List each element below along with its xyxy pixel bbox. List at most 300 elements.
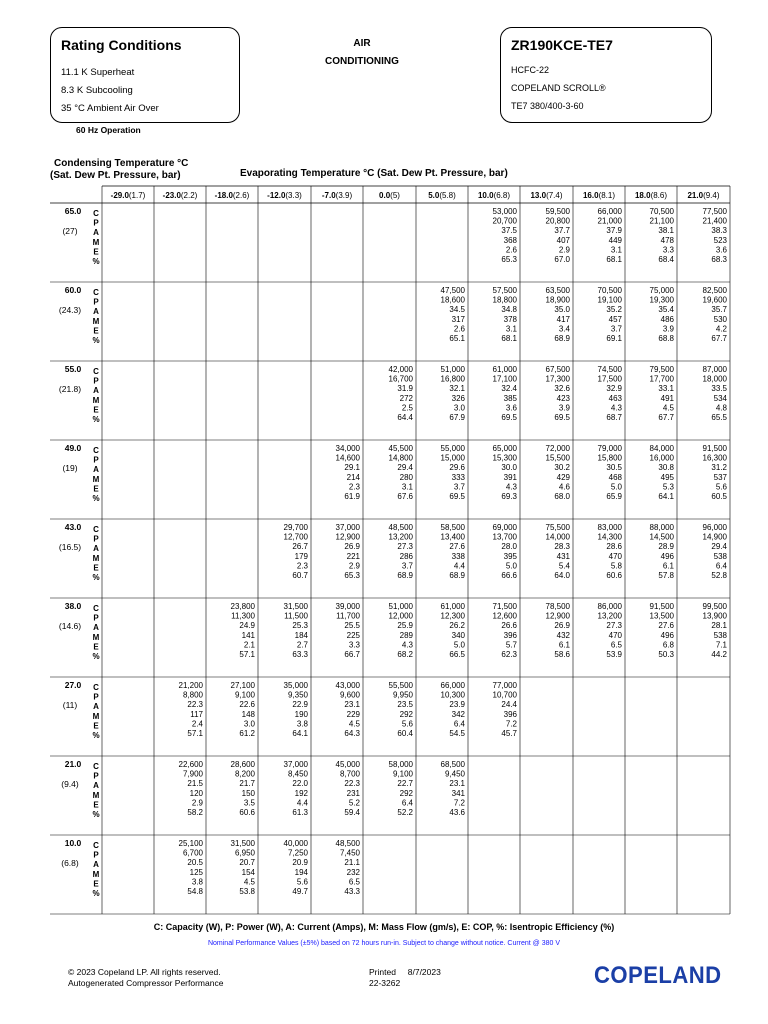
table-cell-value: 4.8 <box>715 403 727 413</box>
table-cell-value: 495 <box>660 472 674 482</box>
metric-letter: A <box>93 623 99 633</box>
metric-letter: % <box>92 573 100 582</box>
table-cell-value: 70,500 <box>649 207 674 216</box>
table-cell-value: 3.1 <box>505 324 517 334</box>
table-cell-value: 19,600 <box>702 295 727 305</box>
table-cell-value: 50.3 <box>658 650 674 659</box>
table-cell-value: 3.3 <box>662 245 674 255</box>
table-cell-value: 68.9 <box>449 571 465 580</box>
table-cell-value: 341 <box>451 788 465 798</box>
table-cell-value: 18,600 <box>440 295 465 305</box>
table-cell-value: 2.9 <box>348 561 360 571</box>
table-cell-value: 87,000 <box>702 365 727 374</box>
copyright-text: © 2023 Copeland LP. All rights reserved. <box>68 967 221 977</box>
table-cell-value: 378 <box>503 314 517 324</box>
table-cell-value: 13,500 <box>649 611 674 621</box>
table-cell-value: 13,200 <box>597 611 622 621</box>
table-cell-value: 68.1 <box>606 255 622 264</box>
condensing-temp-label: 60.0 <box>64 285 82 295</box>
table-cell-value: 37,000 <box>335 523 360 532</box>
table-cell-value: 429 <box>556 472 570 482</box>
table-cell-value: 3.7 <box>610 324 622 334</box>
table-cell-value: 417 <box>556 314 570 324</box>
table-cell-value: 5.7 <box>505 640 517 650</box>
table-cell-value: 463 <box>608 393 622 403</box>
table-cell-value: 35.2 <box>606 305 622 315</box>
table-cell-value: 21.5 <box>187 779 203 789</box>
metric-letter: P <box>93 455 99 465</box>
metric-letter: C <box>93 288 99 297</box>
table-cell-value: 68.1 <box>501 334 517 343</box>
table-cell-value: 79,500 <box>649 365 674 374</box>
table-cell-value: 66,000 <box>597 207 622 216</box>
table-cell-value: 229 <box>346 709 360 719</box>
application-title-line1: AIR <box>353 38 371 49</box>
table-cell-value: 13,400 <box>440 532 465 542</box>
table-cell-value: 35.0 <box>554 305 570 315</box>
table-cell-value: 470 <box>608 630 622 640</box>
table-cell-value: 67.7 <box>711 334 727 343</box>
table-cell-value: 6.4 <box>401 798 413 808</box>
metric-letter: P <box>93 376 99 386</box>
table-cell-value: 491 <box>660 393 674 403</box>
nominal-note: Nominal Performance Values (±5%) based on 72 hours run-in. Subject to change without notice. Current @ 380 V <box>207 940 561 947</box>
table-cell-value: 538 <box>713 630 727 640</box>
table-cell-value: 61.3 <box>292 808 308 817</box>
table-cell-value: 68.9 <box>554 334 570 343</box>
table-cell-value: 35,000 <box>283 681 308 690</box>
table-cell-value: 6.5 <box>610 640 622 650</box>
metric-letter: C <box>93 604 99 613</box>
table-cell-value: 432 <box>556 630 570 640</box>
table-cell-value: 91,500 <box>649 602 674 611</box>
table-cell-value: 20,700 <box>492 216 517 226</box>
application-title-line2: CONDITIONING <box>325 56 399 67</box>
metric-letter: P <box>93 850 99 860</box>
metric-letter: E <box>93 405 99 415</box>
table-cell-value: 58.2 <box>187 808 203 817</box>
table-cell-value: 9,100 <box>392 769 413 779</box>
evap-column-header: -18.0(2.6) <box>214 191 250 200</box>
table-cell-value: 3.1 <box>401 482 413 492</box>
metric-letter: A <box>93 228 99 238</box>
table-cell-value: 64.1 <box>292 729 308 738</box>
table-cell-value: 69.5 <box>501 413 517 422</box>
table-cell-value: 67.6 <box>397 492 413 501</box>
table-cell-value: 6.4 <box>715 561 727 571</box>
table-cell-value: 16,800 <box>440 374 465 384</box>
table-cell-value: 13,700 <box>492 532 517 542</box>
table-cell-value: 54.5 <box>449 729 465 738</box>
table-cell-value: 66.6 <box>501 571 517 580</box>
table-cell-value: 21,400 <box>702 216 727 226</box>
condensing-pressure-label: (11) <box>62 700 78 710</box>
table-cell-value: 23.1 <box>344 700 360 710</box>
condensing-pressure-label: (9.4) <box>61 779 79 789</box>
table-cell-value: 10,300 <box>440 690 465 700</box>
table-cell-value: 6.5 <box>348 877 360 887</box>
table-cell-value: 27.6 <box>658 621 674 631</box>
table-cell-value: 68.4 <box>658 255 674 264</box>
table-cell-value: 9,350 <box>287 690 308 700</box>
metric-letter: P <box>93 613 99 623</box>
table-cell-value: 3.8 <box>191 877 203 887</box>
table-cell-value: 225 <box>346 630 360 640</box>
condensing-temp-label: 38.0 <box>64 601 82 611</box>
table-cell-value: 2.9 <box>558 245 570 255</box>
table-cell-value: 42,000 <box>388 365 413 374</box>
metric-letter: M <box>92 869 100 879</box>
table-cell-value: 5.2 <box>348 798 360 808</box>
table-cell-value: 22.9 <box>292 700 308 710</box>
table-cell-value: 83,000 <box>597 523 622 532</box>
table-cell-value: 8,700 <box>339 769 360 779</box>
table-cell-value: 20,800 <box>545 216 570 226</box>
table-cell-value: 68.7 <box>606 413 622 422</box>
table-cell-value: 4.5 <box>243 877 255 887</box>
superheat-text: 11.1 K Superheat <box>61 67 135 78</box>
table-cell-value: 391 <box>503 472 517 482</box>
metric-letter: C <box>93 683 99 692</box>
table-cell-value: 67.7 <box>658 413 674 422</box>
table-cell-value: 7,450 <box>339 848 360 858</box>
table-cell-value: 14,900 <box>702 532 727 542</box>
table-cell-value: 8,800 <box>182 690 203 700</box>
table-cell-value: 3.1 <box>610 245 622 255</box>
table-cell-value: 60.5 <box>711 492 727 501</box>
table-cell-value: 15,800 <box>597 453 622 463</box>
metric-letter: A <box>93 860 99 870</box>
table-cell-value: 5.8 <box>610 561 622 571</box>
table-cell-value: 49.7 <box>292 887 308 896</box>
table-cell-value: 2.1 <box>243 640 255 650</box>
metric-letter: E <box>93 326 99 336</box>
table-cell-value: 141 <box>241 630 255 640</box>
evap-column-header: -7.0(3.9) <box>321 191 353 200</box>
evap-column-header: 16.0(8.1) <box>582 191 616 200</box>
table-cell-value: 338 <box>451 551 465 561</box>
table-cell-value: 45,000 <box>335 760 360 769</box>
table-cell-value: 29,700 <box>283 523 308 532</box>
table-cell-value: 53.9 <box>606 650 622 659</box>
table-cell-value: 29.6 <box>449 463 465 473</box>
table-cell-value: 47,500 <box>440 286 465 295</box>
table-cell-value: 37.9 <box>606 226 622 236</box>
table-cell-value: 15,500 <box>545 453 570 463</box>
metric-letter: A <box>93 781 99 791</box>
table-cell-value: 184 <box>294 630 308 640</box>
table-cell-value: 86,000 <box>597 602 622 611</box>
table-cell-value: 69.5 <box>554 413 570 422</box>
table-cell-value: 35.7 <box>711 305 727 315</box>
table-cell-value: 99,500 <box>702 602 727 611</box>
table-cell-value: 5.0 <box>610 482 622 492</box>
table-cell-value: 27.6 <box>449 542 465 552</box>
table-cell-value: 79,000 <box>597 444 622 453</box>
condensing-temp-label: 65.0 <box>64 206 82 216</box>
table-cell-value: 27.3 <box>606 621 622 631</box>
table-cell-value: 62.3 <box>501 650 517 659</box>
table-cell-value: 57.8 <box>658 571 674 580</box>
metric-letter: E <box>93 721 99 731</box>
metric-letter: P <box>93 297 99 307</box>
condensing-pressure-label: (6.8) <box>61 858 79 868</box>
table-cell-value: 148 <box>241 709 255 719</box>
ambient-text: 35 °C Ambient Air Over <box>61 103 159 114</box>
table-cell-value: 292 <box>399 709 413 719</box>
table-cell-value: 3.6 <box>505 403 517 413</box>
table-cell-value: 22.0 <box>292 779 308 789</box>
table-cell-value: 65,000 <box>492 444 517 453</box>
table-cell-value: 289 <box>399 630 413 640</box>
metric-letter: P <box>93 534 99 544</box>
evap-column-header: -12.0(3.3) <box>267 191 302 200</box>
table-cell-value: 66.5 <box>449 650 465 659</box>
table-cell-value: 5.6 <box>715 482 727 492</box>
table-cell-value: 2.5 <box>401 403 413 413</box>
table-cell-value: 457 <box>608 314 622 324</box>
table-cell-value: 292 <box>399 788 413 798</box>
evap-column-header: 21.0(9.4) <box>687 191 720 200</box>
table-cell-value: 72,000 <box>545 444 570 453</box>
table-cell-value: 537 <box>713 472 727 482</box>
table-cell-value: 67,500 <box>545 365 570 374</box>
metric-letter: C <box>93 209 99 218</box>
table-cell-value: 2.3 <box>296 561 308 571</box>
metric-letter: % <box>92 810 100 819</box>
table-cell-value: 26.9 <box>344 542 360 552</box>
table-cell-value: 9,600 <box>339 690 360 700</box>
metric-letter: A <box>93 386 99 396</box>
table-cell-value: 470 <box>608 551 622 561</box>
table-cell-value: 6.4 <box>453 719 465 729</box>
table-cell-value: 11,500 <box>284 611 308 621</box>
table-cell-value: 125 <box>189 867 203 877</box>
metric-letter: P <box>93 771 99 781</box>
metric-letter: E <box>93 563 99 573</box>
table-cell-value: 23,800 <box>230 602 255 611</box>
table-cell-value: 18,800 <box>492 295 517 305</box>
table-cell-value: 317 <box>451 314 465 324</box>
table-cell-value: 68.8 <box>658 334 674 343</box>
table-cell-value: 3.0 <box>243 719 255 729</box>
table-cell-value: 16,700 <box>388 374 413 384</box>
metric-letter: C <box>93 762 99 771</box>
table-cell-value: 14,300 <box>597 532 622 542</box>
table-cell-value: 22.3 <box>187 700 203 710</box>
table-cell-value: 4.6 <box>558 482 570 492</box>
refrigerant-text: HCFC-22 <box>511 65 550 75</box>
table-cell-value: 25,100 <box>178 839 203 848</box>
table-cell-value: 423 <box>556 393 570 403</box>
table-cell-value: 486 <box>660 314 674 324</box>
table-cell-value: 66,000 <box>440 681 465 690</box>
metric-letter: E <box>93 642 99 652</box>
table-cell-value: 26.6 <box>501 621 517 631</box>
table-cell-value: 30.2 <box>554 463 570 473</box>
table-cell-value: 3.7 <box>401 561 413 571</box>
table-cell-value: 5.3 <box>662 482 674 492</box>
table-cell-value: 25.5 <box>344 621 360 631</box>
table-cell-value: 272 <box>399 393 413 403</box>
table-cell-value: 59.4 <box>344 808 360 817</box>
table-cell-value: 69.3 <box>501 492 517 501</box>
table-cell-value: 48,500 <box>335 839 360 848</box>
table-cell-value: 32.6 <box>554 384 570 394</box>
metric-letter: % <box>92 652 100 661</box>
table-cell-value: 17,700 <box>649 374 674 384</box>
table-cell-value: 23.1 <box>449 779 465 789</box>
table-cell-value: 16,300 <box>702 453 727 463</box>
table-cell-value: 23.5 <box>397 700 413 710</box>
table-cell-value: 496 <box>660 630 674 640</box>
table-cell-value: 3.8 <box>296 719 308 729</box>
compressor-type-text: COPELAND SCROLL® <box>511 83 606 93</box>
metric-letter: P <box>93 692 99 702</box>
table-cell-value: 4.3 <box>505 482 517 492</box>
metric-letter: A <box>93 702 99 712</box>
table-cell-value: 11,300 <box>231 611 255 621</box>
table-cell-value: 54.8 <box>187 887 203 896</box>
table-cell-value: 20.5 <box>187 858 203 868</box>
table-cell-value: 154 <box>241 867 255 877</box>
table-cell-value: 18,900 <box>545 295 570 305</box>
table-cell-value: 65.1 <box>449 334 465 343</box>
condensing-header-line1: Condensing Temperature °C <box>54 158 189 169</box>
footer-center <box>369 967 441 989</box>
evap-column-header: 5.0(5.8) <box>428 191 456 200</box>
table-cell-value: 12,900 <box>335 532 360 542</box>
table-cell-value: 15,000 <box>440 453 465 463</box>
table-cell-value: 69.5 <box>449 492 465 501</box>
table-cell-value: 32.9 <box>606 384 622 394</box>
table-cell-value: 38.3 <box>711 226 727 236</box>
table-cell-value: 22.7 <box>397 779 413 789</box>
table-cell-value: 64.0 <box>554 571 570 580</box>
table-cell-value: 40,000 <box>283 839 308 848</box>
table-cell-value: 17,300 <box>545 374 570 384</box>
table-cell-value: 91,500 <box>702 444 727 453</box>
table-cell-value: 368 <box>503 235 517 245</box>
table-cell-value: 64.3 <box>344 729 360 738</box>
table-cell-value: 4.5 <box>662 403 674 413</box>
table-cell-value: 538 <box>713 551 727 561</box>
table-cell-value: 2.4 <box>191 719 203 729</box>
table-cell-value: 66.7 <box>344 650 360 659</box>
table-cell-value: 12,900 <box>545 611 570 621</box>
table-cell-value: 286 <box>399 551 413 561</box>
table-cell-value: 59,500 <box>545 207 570 216</box>
table-cell-value: 20.7 <box>239 858 255 868</box>
table-cell-value: 43.6 <box>449 808 465 817</box>
table-cell-value: 35.4 <box>658 305 674 315</box>
condensing-temp-label: 43.0 <box>64 522 82 532</box>
table-cell-value: 7.2 <box>505 719 517 729</box>
table-cell-value: 14,500 <box>649 532 674 542</box>
table-cell-value: 67.9 <box>449 413 465 422</box>
table-cell-value: 55,000 <box>440 444 465 453</box>
table-cell-value: 232 <box>346 867 360 877</box>
table-cell-value: 10,700 <box>492 690 517 700</box>
table-cell-value: 190 <box>294 709 308 719</box>
table-cell-value: 34.8 <box>501 305 517 315</box>
table-cell-value: 58.6 <box>554 650 570 659</box>
table-cell-value: 69.1 <box>606 334 622 343</box>
table-cell-value: 96,000 <box>702 523 727 532</box>
table-cell-value: 150 <box>241 788 255 798</box>
table-cell-value: 38.1 <box>658 226 674 236</box>
table-cell-value: 117 <box>190 709 203 719</box>
table-cell-value: 68.2 <box>397 650 413 659</box>
table-cell-value: 2.6 <box>453 324 465 334</box>
table-cell-value: 29.1 <box>344 463 360 473</box>
condensing-pressure-label: (24.3) <box>58 305 82 315</box>
table-cell-value: 13,200 <box>388 532 413 542</box>
table-cell-value: 3.9 <box>558 403 570 413</box>
metric-letter: M <box>92 711 100 721</box>
table-cell-value: 12,000 <box>388 611 413 621</box>
table-cell-value: 468 <box>608 472 622 482</box>
metric-letter: E <box>93 800 99 810</box>
condensing-pressure-label: (21.8) <box>58 384 82 394</box>
table-cell-value: 6.8 <box>662 640 674 650</box>
table-cell-value: 9,450 <box>444 769 465 779</box>
metric-letter: M <box>92 553 100 563</box>
table-cell-value: 496 <box>660 551 674 561</box>
table-cell-value: 396 <box>503 630 517 640</box>
metric-letter: P <box>93 218 99 228</box>
table-cell-value: 32.1 <box>449 384 465 394</box>
table-cell-value: 221 <box>346 551 360 561</box>
metric-letter: C <box>93 446 99 455</box>
table-cell-value: 31.9 <box>397 384 413 394</box>
table-cell-value: 8,200 <box>234 769 255 779</box>
evap-column-header: 10.0(6.8) <box>477 191 511 200</box>
legend-text: C: Capacity (W), P: Power (W), A: Current (Amps), M: Mass Flow (gm/s), E: COP, %: Isentropic Efficiency (%) <box>153 922 615 932</box>
table-cell-value: 3.0 <box>453 403 465 413</box>
table-cell-value: 17,500 <box>597 374 622 384</box>
table-cell-value: 37.7 <box>554 226 570 236</box>
table-cell-value: 82,500 <box>702 286 727 295</box>
table-cell-value: 30.8 <box>658 463 674 473</box>
table-cell-value: 3.7 <box>453 482 465 492</box>
metric-letter: % <box>92 257 100 266</box>
table-cell-value: 19,300 <box>649 295 674 305</box>
condensing-temp-label: 21.0 <box>64 759 82 769</box>
table-cell-value: 21.7 <box>239 779 255 789</box>
metric-letter: C <box>93 841 99 850</box>
metric-letter: C <box>93 525 99 534</box>
table-cell-value: 58,000 <box>388 760 413 769</box>
table-cell-value: 27.3 <box>397 542 413 552</box>
electrical-code-text: TE7 380/400-3-60 <box>511 101 584 111</box>
table-cell-value: 4.4 <box>453 561 465 571</box>
table-cell-value: 63.3 <box>292 650 308 659</box>
table-cell-value: 7.2 <box>453 798 465 808</box>
table-cell-value: 68.0 <box>554 492 570 501</box>
table-cell-value: 70,500 <box>597 286 622 295</box>
table-cell-value: 11,700 <box>336 611 360 621</box>
table-cell-value: 326 <box>451 393 465 403</box>
table-cell-value: 57.1 <box>239 650 255 659</box>
table-cell-value: 5.0 <box>453 640 465 650</box>
table-cell-value: 530 <box>713 314 727 324</box>
table-cell-value: 74,500 <box>597 365 622 374</box>
table-cell-value: 478 <box>660 235 674 245</box>
metric-letter: % <box>92 889 100 898</box>
evap-column-header: 0.0(5) <box>379 191 400 200</box>
table-cell-value: 60.6 <box>606 571 622 580</box>
